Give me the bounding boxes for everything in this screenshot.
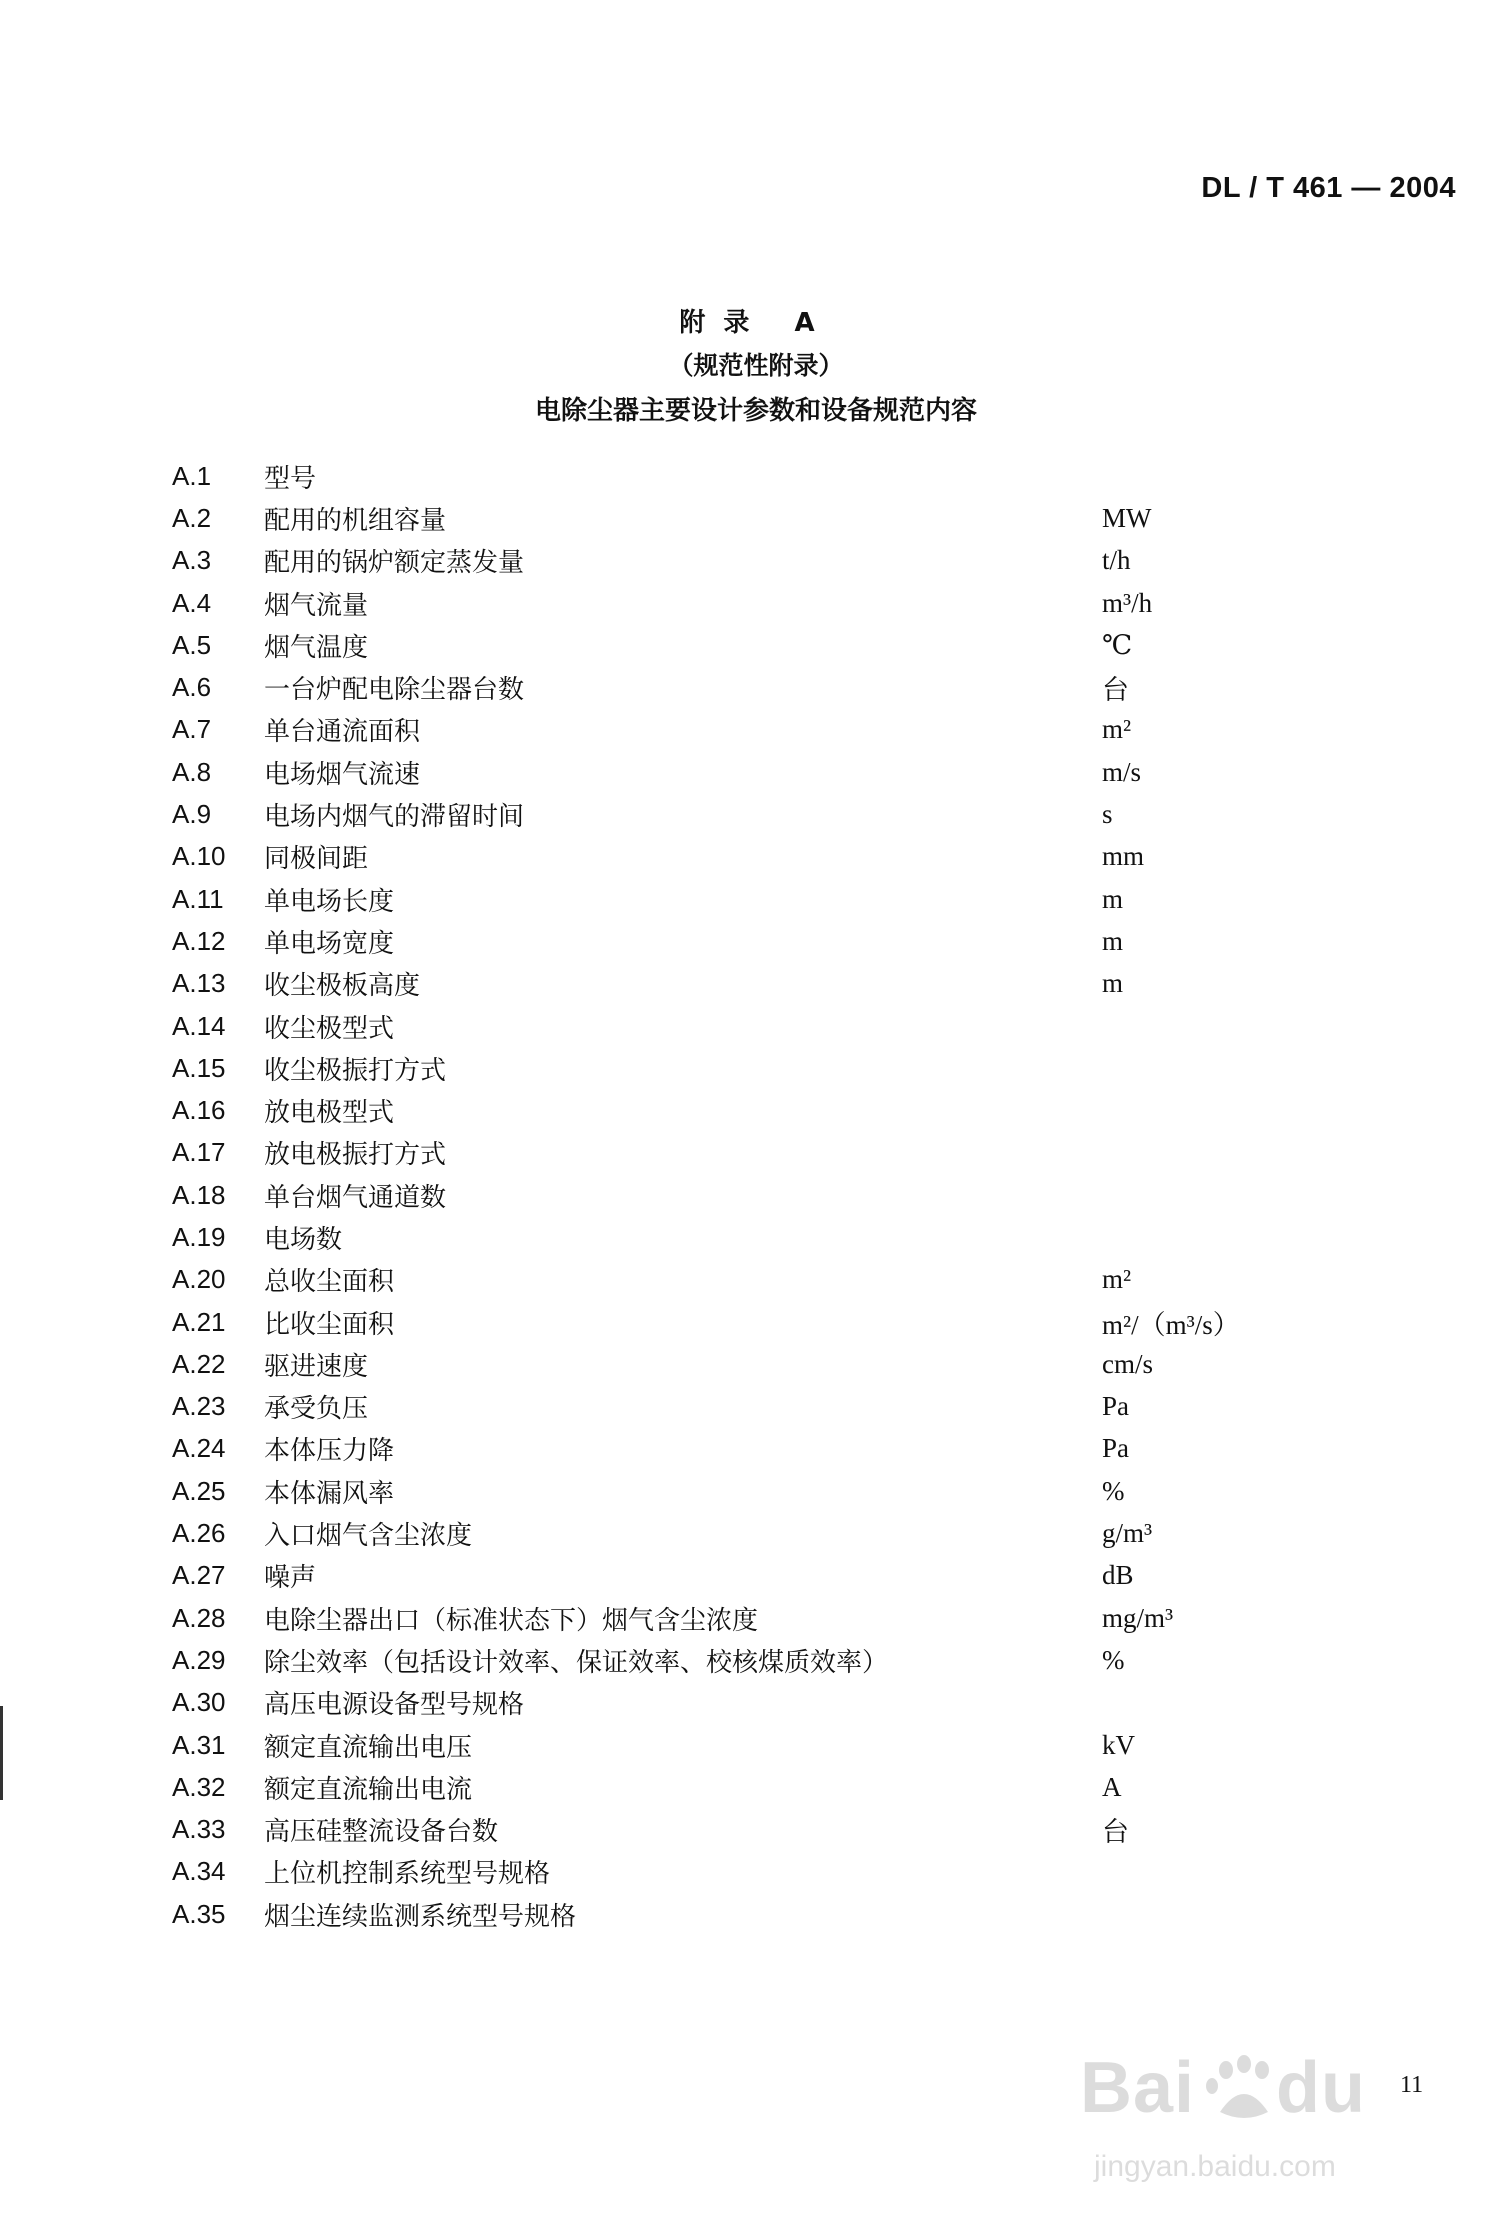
item-unit: m² xyxy=(1102,714,1132,745)
item-name: 配用的锅炉额定蒸发量 xyxy=(264,548,525,579)
item-name: 烟尘连续监测系统型号规格 xyxy=(264,1901,577,1932)
item-name: 配用的机组容量 xyxy=(264,505,447,536)
baidu-watermark xyxy=(1080,2040,1500,2220)
list-item xyxy=(172,1343,1322,1385)
svg-text:du: du xyxy=(1276,2048,1366,2128)
item-number: A.26 xyxy=(172,1518,226,1549)
item-name: 驱进速度 xyxy=(264,1351,369,1382)
item-name: 上位机控制系统型号规格 xyxy=(264,1859,551,1890)
item-number: A.29 xyxy=(172,1644,226,1675)
item-name: 收尘极板高度 xyxy=(264,971,421,1002)
list-item xyxy=(172,1766,1322,1808)
item-name: 总收尘面积 xyxy=(264,1267,395,1298)
list-item xyxy=(172,1512,1322,1554)
item-number: A.6 xyxy=(172,672,212,703)
list-item xyxy=(172,1809,1322,1851)
list-item xyxy=(172,624,1322,666)
item-number: A.8 xyxy=(172,756,212,787)
item-name: 一台炉配电除尘器台数 xyxy=(264,675,525,706)
item-name: 单台烟气通道数 xyxy=(264,1182,447,1213)
list-item xyxy=(172,1555,1322,1597)
svg-text:Bai: Bai xyxy=(1080,2048,1196,2128)
watermark-url: jingyan.baidu.com xyxy=(1094,2150,1336,2183)
parameter-list xyxy=(172,455,1322,1935)
page-number: 11 xyxy=(1400,2072,1424,2098)
list-item xyxy=(172,1386,1322,1428)
item-name: 电场数 xyxy=(264,1224,343,1255)
item-unit: m³/h xyxy=(1102,587,1153,618)
list-item xyxy=(172,920,1322,962)
list-item xyxy=(172,1259,1322,1301)
appendix-heading: 附录 A xyxy=(679,308,833,338)
item-unit: m/s xyxy=(1102,756,1142,787)
item-name: 单台通流面积 xyxy=(264,717,421,748)
item-name: 放电极型式 xyxy=(264,1098,395,1129)
item-name: 本体压力降 xyxy=(264,1436,395,1467)
list-item xyxy=(172,666,1322,708)
list-item xyxy=(172,878,1322,920)
item-number: A.33 xyxy=(172,1814,226,1845)
item-name: 同极间距 xyxy=(264,844,369,875)
item-unit: m xyxy=(1102,968,1124,999)
item-number: A.2 xyxy=(172,502,212,533)
list-item xyxy=(172,1639,1322,1681)
item-number: A.35 xyxy=(172,1898,226,1929)
item-name: 高压电源设备型号规格 xyxy=(264,1690,525,1721)
item-number: A.32 xyxy=(172,1771,226,1802)
list-item xyxy=(172,1005,1322,1047)
list-item xyxy=(172,836,1322,878)
item-unit: s xyxy=(1102,799,1113,830)
item-number: A.19 xyxy=(172,1221,226,1252)
item-number: A.7 xyxy=(172,714,212,745)
list-item xyxy=(172,1132,1322,1174)
watermark-logo xyxy=(1080,2040,1500,2150)
item-number: A.4 xyxy=(172,587,212,618)
item-unit: t/h xyxy=(1102,545,1131,576)
item-number: A.12 xyxy=(172,925,226,956)
item-name: 电除尘器出口（标准状态下）烟气含尘浓度 xyxy=(264,1605,759,1636)
item-name: 高压硅整流设备台数 xyxy=(264,1817,499,1848)
item-number: A.30 xyxy=(172,1687,226,1718)
item-unit: 台 xyxy=(1102,675,1129,706)
standard-code: DL / T 461 — 2004 xyxy=(1201,172,1456,204)
item-name: 本体漏风率 xyxy=(264,1478,395,1509)
item-number: A.31 xyxy=(172,1729,226,1760)
item-name: 比收尘面积 xyxy=(264,1309,395,1340)
item-unit: m xyxy=(1102,925,1124,956)
list-item xyxy=(172,751,1322,793)
item-name: 单电场长度 xyxy=(264,886,395,917)
list-item xyxy=(172,963,1322,1005)
list-item xyxy=(172,582,1322,624)
item-number: A.13 xyxy=(172,968,226,999)
item-unit: mm xyxy=(1102,841,1145,872)
list-item xyxy=(172,793,1322,835)
baidu-paw-logo-icon xyxy=(1080,2040,1380,2130)
list-item xyxy=(172,1851,1322,1893)
item-name: 额定直流输出电流 xyxy=(264,1774,473,1805)
item-number: A.22 xyxy=(172,1348,226,1379)
list-item xyxy=(172,1682,1322,1724)
item-number: A.17 xyxy=(172,1137,226,1168)
list-item xyxy=(172,1174,1322,1216)
item-number: A.34 xyxy=(172,1856,226,1887)
binding-edge-mark xyxy=(0,1706,8,1800)
item-name: 烟气流量 xyxy=(264,590,369,621)
item-unit: 台 xyxy=(1102,1817,1129,1848)
list-item xyxy=(172,540,1322,582)
list-item xyxy=(172,709,1322,751)
item-number: A.16 xyxy=(172,1095,226,1126)
item-unit: m²/（m³/s） xyxy=(1102,1309,1240,1340)
item-number: A.27 xyxy=(172,1560,226,1591)
item-number: A.10 xyxy=(172,841,226,872)
item-number: A.1 xyxy=(172,460,212,491)
list-item xyxy=(172,455,1322,497)
list-item xyxy=(172,1724,1322,1766)
item-name: 烟气温度 xyxy=(264,632,369,663)
list-item xyxy=(172,1047,1322,1089)
item-number: A.23 xyxy=(172,1391,226,1422)
item-name: 噪声 xyxy=(264,1563,317,1594)
item-unit: mg/m³ xyxy=(1102,1602,1174,1633)
item-number: A.25 xyxy=(172,1475,226,1506)
item-number: A.15 xyxy=(172,1052,226,1083)
item-unit: Pa xyxy=(1102,1433,1129,1464)
item-number: A.5 xyxy=(172,629,212,660)
item-name: 入口烟气含尘浓度 xyxy=(264,1521,473,1552)
item-number: A.9 xyxy=(172,799,212,830)
item-name: 电场烟气流速 xyxy=(264,759,421,790)
list-item xyxy=(172,1089,1322,1131)
normative-label: （规范性附录） xyxy=(668,351,844,380)
list-item xyxy=(172,1470,1322,1512)
list-item xyxy=(172,1428,1322,1470)
item-number: A.11 xyxy=(172,883,224,914)
appendix-title: 电除尘器主要设计参数和设备规范内容 xyxy=(534,396,977,426)
list-item xyxy=(172,1301,1322,1343)
item-unit: % xyxy=(1102,1475,1125,1506)
list-item xyxy=(172,1216,1322,1258)
item-unit: kV xyxy=(1102,1729,1135,1760)
item-number: A.3 xyxy=(172,545,212,576)
item-name: 型号 xyxy=(264,463,317,494)
item-unit: % xyxy=(1102,1644,1125,1675)
item-name: 额定直流输出电压 xyxy=(264,1732,473,1763)
list-item xyxy=(172,497,1322,539)
item-name: 单电场宽度 xyxy=(264,928,395,959)
item-unit: MW xyxy=(1102,502,1152,533)
item-name: 收尘极型式 xyxy=(264,1013,395,1044)
list-item xyxy=(172,1597,1322,1639)
item-name: 收尘极振打方式 xyxy=(264,1055,447,1086)
item-unit: cm/s xyxy=(1102,1348,1153,1379)
item-number: A.24 xyxy=(172,1433,226,1464)
item-number: A.14 xyxy=(172,1010,226,1041)
item-number: A.28 xyxy=(172,1602,226,1633)
item-number: A.20 xyxy=(172,1264,226,1295)
item-number: A.21 xyxy=(172,1306,226,1337)
item-unit: m xyxy=(1102,883,1124,914)
item-unit: A xyxy=(1102,1771,1122,1802)
item-name: 电场内烟气的滞留时间 xyxy=(264,802,525,833)
item-name: 除尘效率（包括设计效率、保证效率、校核煤质效率） xyxy=(264,1647,889,1678)
item-unit: dB xyxy=(1102,1560,1134,1591)
list-item xyxy=(172,1893,1322,1935)
item-unit: ℃ xyxy=(1102,629,1133,660)
item-unit: Pa xyxy=(1102,1391,1129,1422)
item-unit: g/m³ xyxy=(1102,1518,1153,1549)
item-name: 放电极振打方式 xyxy=(264,1140,447,1171)
item-unit: m² xyxy=(1102,1264,1132,1295)
item-name: 承受负压 xyxy=(264,1394,369,1425)
item-number: A.18 xyxy=(172,1179,226,1210)
